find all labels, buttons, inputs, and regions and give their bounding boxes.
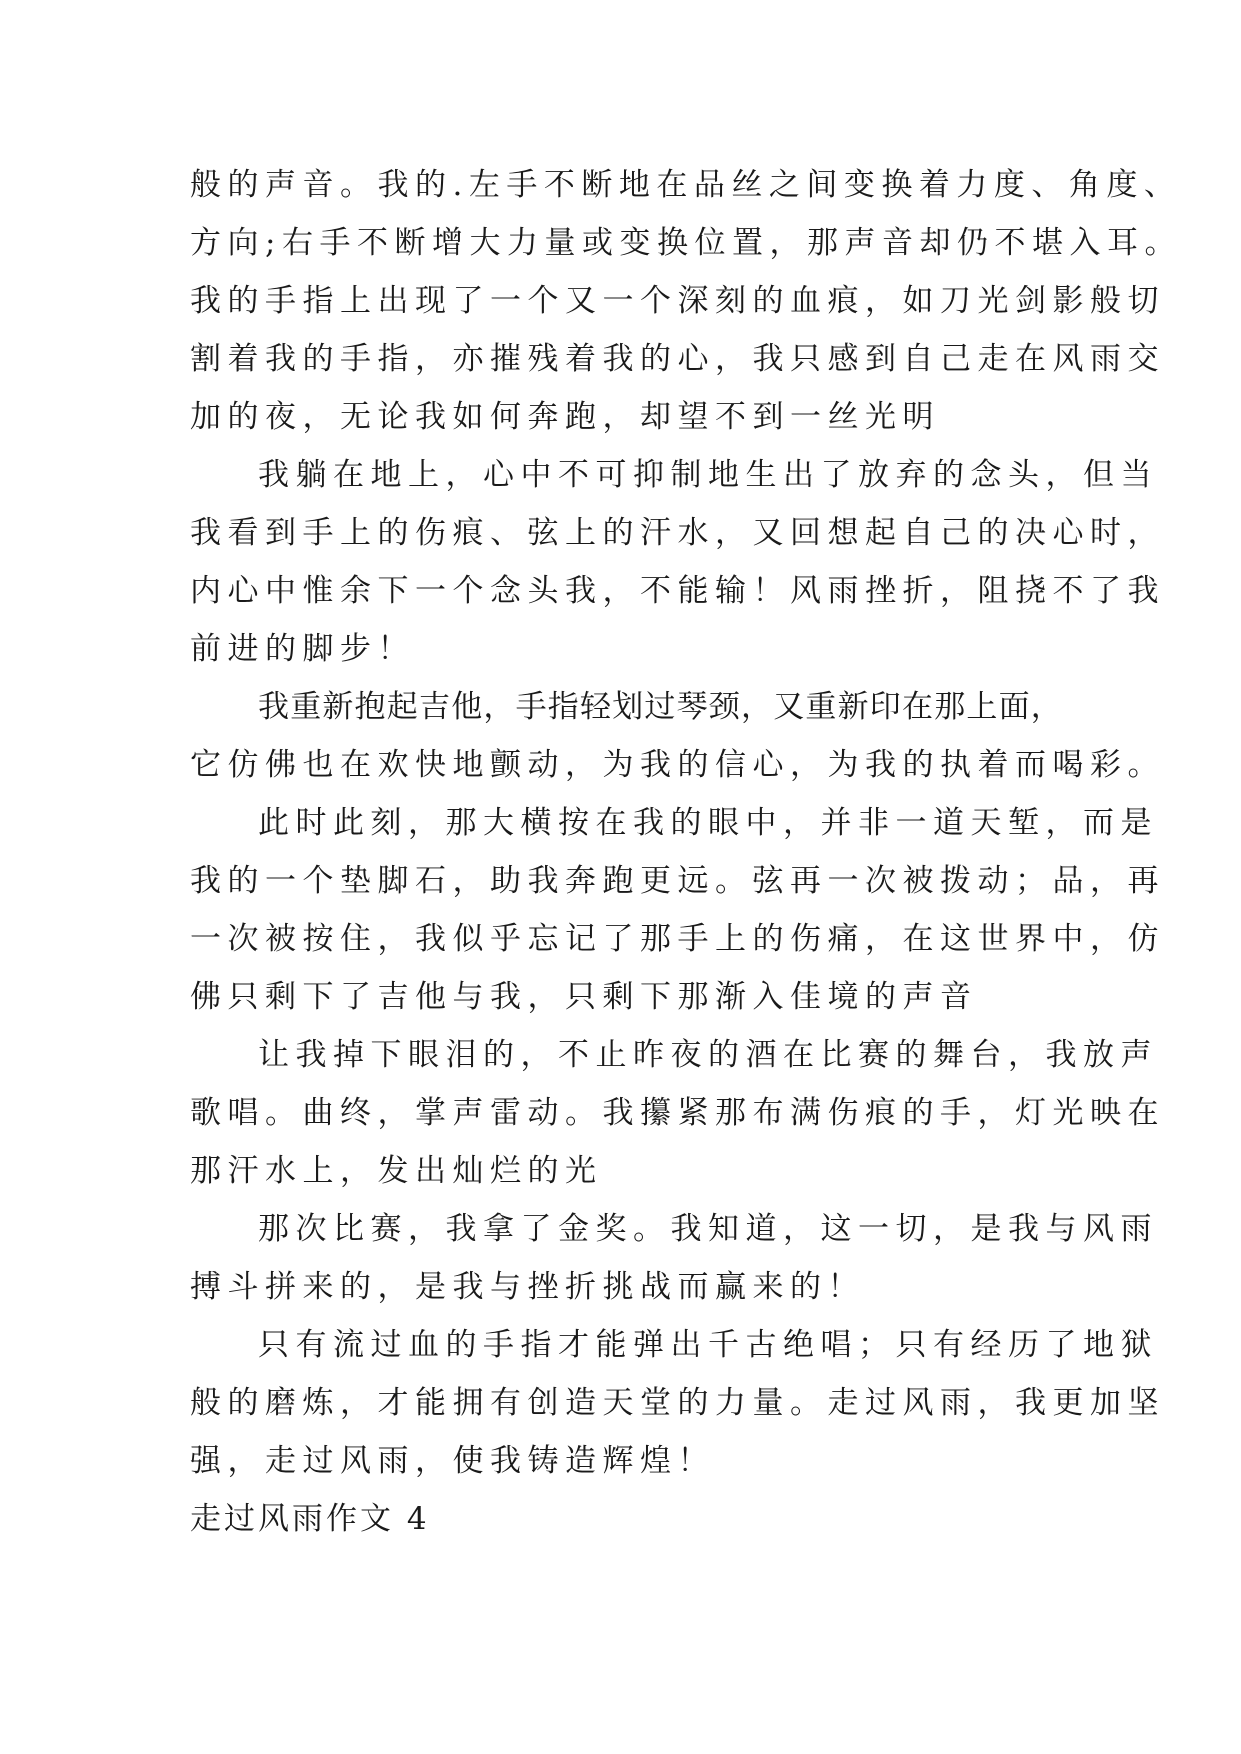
paragraph-line: 搏斗拼来的，是我与挫折挑战而赢来的！ (190, 1269, 865, 1305)
paragraph-line: 一次被按住，我似乎忘记了那手上的伤痛，在这世界中，仿 (190, 921, 1165, 957)
paragraph-line: 强，走过风雨，使我铸造辉煌！ (190, 1443, 715, 1479)
paragraph-line: 那汗水上，发出灿烂的光 (190, 1153, 603, 1189)
paragraph-line: 我看到手上的伤痕、弦上的汗水，又回想起自己的决心时， (190, 515, 1165, 551)
paragraph-line: 般的声音。我的.左手不断地在品丝之间变换着力度、角度、 (190, 167, 1182, 203)
paragraph-line: 我的手指上出现了一个又一个深刻的血痕，如刀光剑影般切 (190, 283, 1165, 319)
paragraph-line: 前进的脚步！ (190, 631, 415, 667)
paragraph-line: 方向;右手不断增大力量或变换位置，那声音却仍不堪入耳。 (190, 225, 1182, 261)
section-title: 走过风雨作文 4 (190, 1501, 430, 1537)
paragraph-line: 此时此刻，那大横按在我的眼中，并非一道天堑，而是 (258, 805, 1158, 841)
paragraph-line: 我重新抱起吉他，手指轻划过琴颈，又重新印在那上面， (258, 689, 1063, 725)
paragraph-line: 我躺在地上，心中不可抑制地生出了放弃的念头，但当 (258, 457, 1158, 493)
paragraph-line: 般的磨炼，才能拥有创造天堂的力量。走过风雨，我更加坚 (190, 1385, 1165, 1421)
paragraph-line: 割着我的手指，亦摧残着我的心，我只感到自己走在风雨交 (190, 341, 1165, 377)
paragraph-line: 它仿佛也在欢快地颤动，为我的信心，为我的执着而喝彩。 (190, 747, 1165, 783)
paragraph-line: 佛只剩下了吉他与我，只剩下那渐入佳境的声音 (190, 979, 978, 1015)
paragraph-line: 让我掉下眼泪的，不止昨夜的酒在比赛的舞台，我放声 (258, 1037, 1158, 1073)
essay-body (190, 156, 1182, 1548)
paragraph-line: 加的夜，无论我如何奔跑，却望不到一丝光明 (190, 399, 940, 435)
paragraph-line: 歌唱。曲终，掌声雷动。我攥紧那布满伤痕的手，灯光映在 (190, 1095, 1165, 1131)
paragraph-line: 内心中惟余下一个念头我，不能输！风雨挫折，阻挠不了我 (190, 573, 1165, 609)
paragraph-line: 只有流过血的手指才能弹出千古绝唱；只有经历了地狱 (258, 1327, 1158, 1363)
paragraph-line: 我的一个垫脚石，助我奔跑更远。弦再一次被拨动；品，再 (190, 863, 1165, 899)
paragraph-line: 那次比赛，我拿了金奖。我知道，这一切，是我与风雨 (258, 1211, 1158, 1247)
